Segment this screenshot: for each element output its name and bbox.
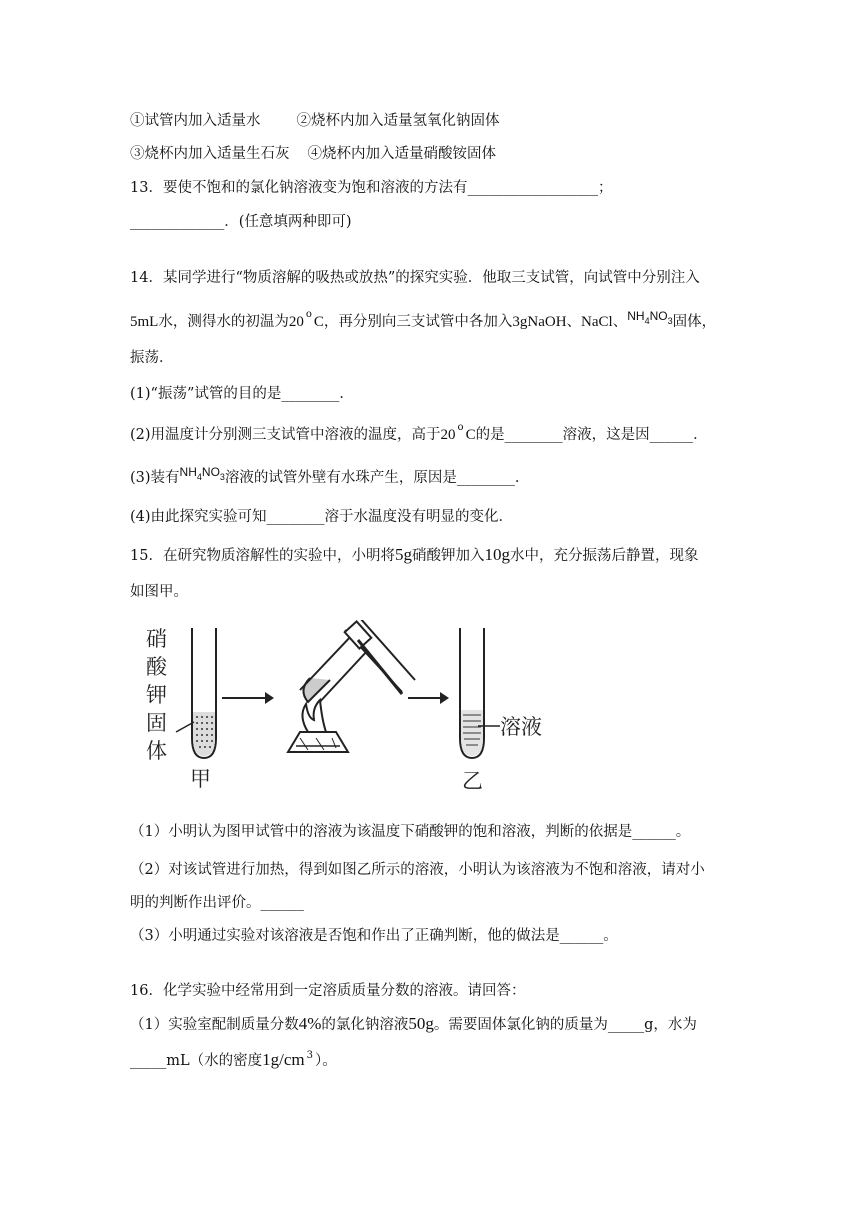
- q14-sub-2: (2)用温度计分别测三支试管中溶液的温度，高于20 $^o$ C的是________溶液，这是因______．: [130, 422, 708, 443]
- label-char-1: 硝: [146, 627, 167, 651]
- nh4no3-formula: NH4NO3: [627, 309, 673, 326]
- q12-option-line-1: [130, 111, 500, 131]
- q12-option-4: ④烧杯内加入适量硝酸铵固体: [307, 146, 496, 162]
- q16-line-3: _____mL（水的密度1g/cm $^3$ ）。: [130, 1050, 337, 1069]
- test-tube-jia: [176, 628, 216, 758]
- degree-sign: o: [305, 309, 312, 320]
- label-char-4: 固: [146, 711, 167, 735]
- q13-line-1: 13．要使不饱和的氯化钠溶液变为饱和溶液的方法有__________________；: [130, 180, 613, 196]
- q12-option-line-2: [130, 144, 496, 164]
- q14-sub-4: (4)由此探究实验可知________溶于水温度没有明显的变化．: [130, 509, 514, 525]
- q15-sub-2b: 明的判断作出评价。______: [130, 895, 304, 911]
- q15-line-1: 15．在研究物质溶解性的实验中，小明将5g硝酸钾加入10g水中，充分振荡后静置，现象: [130, 545, 699, 564]
- initial-temperature: 20: [288, 314, 304, 330]
- q12-option-2: ②烧杯内加入适量氢氧化钠固体: [296, 113, 500, 129]
- q15-line-2: 如图甲。: [130, 584, 188, 600]
- heating-apparatus: [288, 620, 415, 752]
- q15-sub-1: （1）小明认为图甲试管中的溶液为该温度下硝酸钾的饱和溶液，判断的依据是______。: [130, 824, 691, 840]
- test-tube-yi: [460, 628, 500, 758]
- q14-line-3: 振荡．: [130, 350, 174, 366]
- q12-option-3: ③烧杯内加入适量生石灰: [130, 146, 290, 162]
- experiment-figure: [140, 620, 560, 800]
- q15-sub-2a: （2）对该试管进行加热，得到如图乙所示的溶液，小明认为该溶液为不饱和溶液，请对小: [130, 862, 705, 878]
- q13-line-2: _____________．(任意填两种即可): [130, 214, 352, 230]
- label-char-5: 体: [146, 739, 167, 763]
- q14-line-1: 14．某同学进行“物质溶解的吸热或放热”的探究实验．他取三支试管，向试管中分别注入: [130, 270, 700, 286]
- arrow-right-icon: [408, 692, 449, 704]
- label-char-3: 钾: [146, 683, 167, 707]
- q14-sub-3: (3)装有$^{NH_4NO_3}$溶液的试管外壁有水珠产生，原因是________．: [130, 465, 530, 486]
- arrow-right-icon: [222, 692, 274, 704]
- q16-line-1: 16．化学实验中经常用到一定溶质质量分数的溶液。请回答：: [130, 983, 526, 999]
- q14-sub-1: (1)“振荡”试管的目的是________．: [130, 386, 354, 402]
- label-jia: 甲: [190, 767, 211, 791]
- label-yi: 乙: [462, 769, 483, 793]
- q16-line-2: （1）实验室配制质量分数4%的氯化钠溶液50g。需要固体氯化钠的质量为_____g，水为: [130, 1014, 697, 1033]
- nh4no3-formula: NH4NO3: [179, 465, 225, 482]
- q14-line-2: 5mL水，测得水的初温为20 $^o$ C，再分别向三支试管中各加入3gNaOH、NaCl、$^{NH_4NO_3}$固体，: [130, 309, 717, 330]
- label-solution: 溶液: [500, 715, 542, 739]
- q15-sub-3: （3）小明通过实验对该溶液是否饱和作出了正确判断，他的做法是______。: [130, 928, 618, 944]
- label-char-2: 酸: [146, 655, 167, 679]
- q12-option-1: ①试管内加入适量水: [130, 113, 261, 129]
